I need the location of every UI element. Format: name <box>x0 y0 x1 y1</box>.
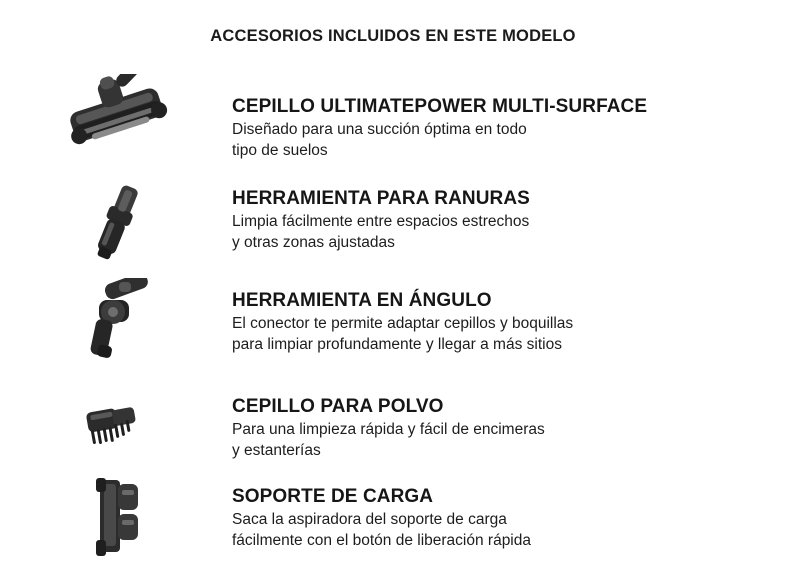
accessory-description-line-2: y otras zonas ajustadas <box>232 233 395 251</box>
accessory-description <box>232 420 762 461</box>
accessory-description <box>232 212 762 253</box>
accessory-title: SOPORTE DE CARGA <box>232 486 434 507</box>
accessory-description-line-2: tipo de suelos <box>232 141 328 159</box>
accessory-title: HERRAMIENTA PARA RANURAS <box>232 188 530 209</box>
list-item <box>0 372 786 464</box>
accessory-title: CEPILLO ULTIMATEPOWER MULTI-SURFACE <box>232 96 648 117</box>
accessory-description-line-1: Para una limpieza rápida y fácil de encimeras <box>232 421 545 439</box>
accessory-description-line-1: Saca la aspiradora del soporte de carga <box>232 511 507 529</box>
accessory-text <box>232 372 786 461</box>
crevice-tool-icon <box>0 170 232 264</box>
charging-dock-icon <box>0 464 232 560</box>
accessory-list <box>0 66 786 560</box>
accessory-description-line-2: fácilmente con el botón de liberación rápida <box>232 531 531 549</box>
list-item <box>0 464 786 560</box>
accessory-text <box>232 464 786 551</box>
dusting-brush-icon <box>0 372 232 450</box>
accessory-text <box>232 170 786 253</box>
list-item <box>0 270 786 372</box>
accessory-description-line-2: y estanterías <box>232 441 321 459</box>
list-item <box>0 170 786 270</box>
accessory-text <box>232 270 786 355</box>
accessory-title: CEPILLO PARA POLVO <box>232 396 444 417</box>
motorized-floor-brush-icon <box>0 66 232 166</box>
accessory-description-line-1: Limpia fácilmente entre espacios estrechos <box>232 213 530 231</box>
accessory-title: HERRAMIENTA EN ÁNGULO <box>232 290 492 311</box>
accessory-text <box>232 66 786 161</box>
accessory-description-line-1: El conector te permite adaptar cepillos y boquillas <box>232 315 574 333</box>
accessory-description <box>232 510 762 551</box>
accessory-description <box>232 314 762 355</box>
accessory-description <box>232 120 762 161</box>
accessory-description-line-2: para limpiar profundamente y llegar a más sitios <box>232 335 562 353</box>
accessory-description-line-1: Diseñado para una succión óptima en todo <box>232 121 527 139</box>
angled-tool-icon <box>0 270 232 366</box>
list-item <box>0 66 786 170</box>
page-title: ACCESORIOS INCLUIDOS EN ESTE MODELO <box>210 27 576 45</box>
